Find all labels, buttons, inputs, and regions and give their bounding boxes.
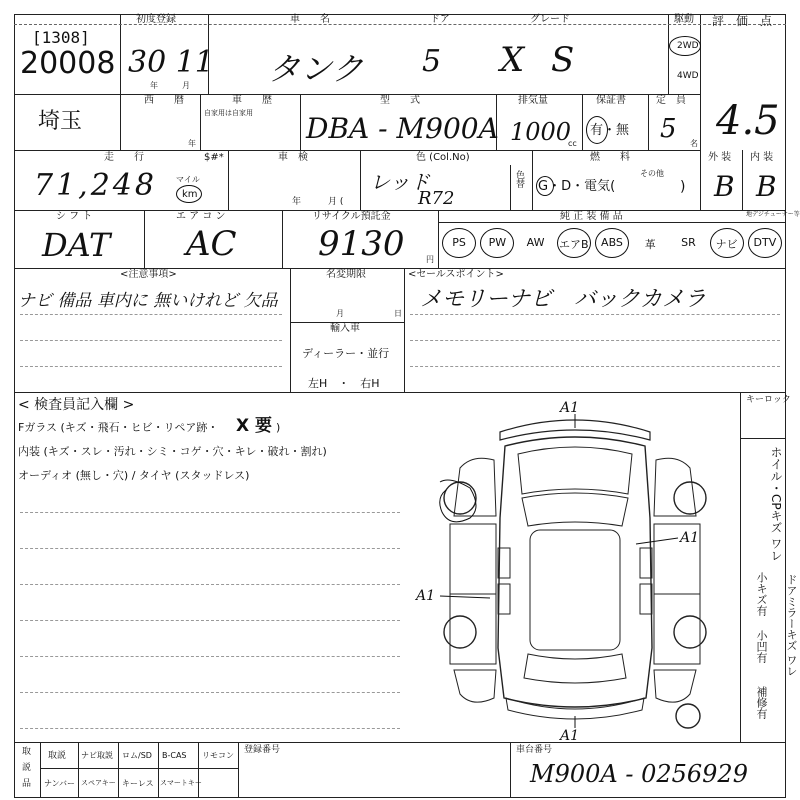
km-unit: km: [182, 189, 198, 200]
col-divider: [158, 742, 159, 798]
audio-line: オーディオ (無し・穴) / タイヤ (スタッドレス): [18, 469, 250, 482]
row-divider: [14, 210, 786, 211]
interior-label: 内 装: [750, 152, 774, 163]
dollar-label: $#*: [204, 152, 224, 163]
footer-side-3: 品: [22, 779, 32, 789]
equipment-circle: [557, 228, 591, 258]
col-divider: [300, 94, 301, 150]
shift-label: シ フ ト: [56, 211, 93, 222]
prefecture: 埼玉: [38, 109, 83, 134]
shift-value: DAT: [42, 226, 111, 264]
col-divider: [282, 210, 283, 268]
interior-value: B: [756, 170, 777, 203]
row-divider: [14, 150, 700, 151]
footer-side-2: 説: [22, 763, 32, 773]
recycle-label: リサイクル預託金: [312, 211, 391, 222]
mark-left-line: [440, 596, 490, 598]
col-divider: [198, 742, 199, 798]
exterior-value: B: [714, 170, 735, 203]
import-dealer: ディーラー・並行: [302, 347, 390, 360]
drive-4wd: 4WD: [677, 71, 699, 81]
equipment-row: [440, 224, 784, 266]
sales-guide: [410, 340, 780, 341]
color-value: レッド: [370, 170, 430, 194]
doors-value: 5: [422, 44, 442, 79]
wheel-rear-right: [674, 616, 706, 648]
side-note-1: ホイル・CPキズ ワレ: [769, 446, 783, 562]
right-window-rear: [640, 584, 652, 614]
fuel-label: 燃 料: [590, 152, 630, 163]
drive-label: 駆動: [674, 14, 694, 25]
inspector-guide: [20, 692, 400, 693]
mark-left: A1: [416, 588, 436, 604]
col-divider: [78, 742, 79, 798]
tv-tuner-label: 地デジチューナー等: [746, 211, 800, 218]
lot-number: 20008: [20, 46, 116, 81]
footer-bcas: B-CAS: [162, 751, 187, 760]
inspector-guide: [20, 584, 400, 585]
car-name-label: 車 名: [290, 14, 330, 25]
footer-remote: リモコン: [202, 751, 234, 760]
import-label: 輸入車: [330, 323, 360, 334]
mark-right-line: [636, 538, 678, 544]
col-divider: [40, 742, 41, 798]
equipment-item: DTV: [753, 236, 777, 249]
model-label: 型 式: [380, 95, 420, 106]
wheel-rear-left: [444, 616, 476, 648]
score-value: 4.5: [716, 98, 780, 144]
inspector-guide: [20, 656, 400, 657]
interior-line: 内装 (キズ・スレ・汚れ・シミ・コゲ・穴・キレ・破れ・割れ): [18, 445, 327, 458]
col-divider: [648, 94, 649, 150]
mark-right: A1: [680, 530, 700, 546]
equipment-item: PW: [488, 236, 507, 249]
caution-guide: [20, 314, 282, 315]
warranty-circle: [586, 116, 608, 144]
footer-mid: [40, 768, 238, 769]
displacement-value: 1000: [510, 118, 572, 146]
warranty-label: 保証書: [596, 95, 626, 106]
displacement-unit: cc: [568, 139, 577, 148]
col-divider: [238, 742, 239, 798]
side-note-4: 小凹有: [755, 630, 768, 663]
col-divider: [668, 14, 669, 94]
hood: [518, 447, 632, 494]
chassis-value: M900A - 0256929: [530, 760, 748, 788]
row-divider: [14, 742, 786, 743]
drive-2wd-circle: [669, 36, 701, 56]
col-divider: [532, 150, 533, 210]
right-front-fender: [654, 458, 696, 516]
sales-value: メモリーナビ バックカメラ: [420, 287, 707, 312]
footer-side-1: 取: [22, 747, 32, 757]
equipment-item: ナビ: [715, 238, 738, 251]
roof: [530, 530, 620, 650]
col-divider: [510, 742, 511, 798]
left-side-rear-door: [450, 594, 496, 664]
sales-guide: [410, 314, 780, 315]
mark-rear: A1: [560, 728, 580, 743]
capacity-unit: 名: [690, 139, 698, 148]
left-side-front-door: [450, 524, 496, 594]
shaken-label: 車 歴: [232, 95, 272, 106]
color-label: 色 (Col.No): [416, 152, 470, 163]
capacity-value: 5: [660, 114, 677, 144]
footer-keyless: キーレス: [122, 779, 154, 788]
mile-unit: マイル: [176, 175, 200, 184]
name-change-month: 月: [336, 309, 344, 318]
col-divider: [228, 150, 229, 210]
seireki-nen: 年: [188, 139, 196, 148]
glass-mark: X 要: [236, 416, 273, 436]
inspection-label: 車 検: [278, 152, 308, 163]
inspector-guide: [20, 512, 400, 513]
warranty-value: 有・無: [590, 123, 630, 138]
reg-no-label: 登録番号: [244, 745, 281, 755]
car-name-value: タンク: [268, 50, 364, 88]
chassis-label: 車台番号: [516, 745, 553, 755]
shaken-sub: 自家用は自家用: [204, 109, 253, 117]
side-note-2: ドアミラーキズ ワレ: [785, 574, 798, 677]
fuel-options: G・D・電気(: [538, 179, 616, 194]
caution-value: ナビ 備品 車内に 無いけれど 欠品: [18, 291, 278, 311]
caution-guide: [20, 366, 282, 367]
equipment-circle: [710, 228, 744, 258]
fuel-other: その他: [640, 169, 664, 178]
wheel-front-right: [674, 482, 706, 514]
equipment-item: PS: [452, 236, 466, 249]
fuel-close: ): [680, 179, 686, 195]
sales-guide: [410, 366, 780, 367]
col-divider: [438, 210, 439, 268]
caution-label: <注意事項>: [120, 269, 177, 280]
name-change-label: 名変期限: [326, 269, 366, 280]
inspector-guide: [20, 548, 400, 549]
car-diagram: [410, 398, 740, 743]
doors-label: ドア: [430, 14, 450, 25]
footer-navi-manual: ナビ取説: [81, 751, 113, 760]
recycle-yen: 円: [426, 255, 434, 264]
inspector-guide: [20, 728, 400, 729]
name-change-day: 日: [394, 309, 402, 318]
color-code: R72: [418, 188, 455, 209]
col-divider: [120, 14, 121, 150]
glass-line: Fガラス (キズ・飛石・ヒビ・リペア跡・: [18, 421, 219, 434]
mark-front: A1: [560, 400, 580, 416]
equipment-circle: [442, 228, 476, 258]
score-label: 評 価 点: [712, 14, 773, 28]
equipment-item: ABS: [601, 236, 623, 249]
seireki-label: 西 暦: [144, 95, 184, 106]
row-divider: [14, 392, 786, 393]
model-value: DBA - M900A: [306, 112, 499, 145]
col-divider: [290, 268, 291, 392]
side-note-3: 小キズ有: [755, 572, 768, 616]
footer-smart-key: スマートキー: [160, 779, 202, 787]
left-window-rear: [498, 584, 510, 614]
displacement-label: 排気量: [518, 95, 548, 106]
col-divider: [404, 268, 405, 392]
row-divider: [14, 24, 786, 25]
sales-label: <セールスポイント>: [408, 269, 504, 280]
equipment-item: エアB: [558, 238, 589, 251]
caution-guide: [20, 340, 282, 341]
equipment-item: AW: [526, 236, 545, 249]
col-divider: [144, 210, 145, 268]
right-rear-fender: [654, 670, 696, 702]
wheel-front-left: [444, 482, 476, 514]
lot-box: [1308]: [32, 28, 90, 47]
equipment-item: SR: [681, 236, 696, 249]
side-note-5: 補修有: [755, 686, 768, 719]
equipment-circle: [595, 228, 629, 258]
equipment-item: 革: [644, 238, 656, 251]
key-lock-divider: [740, 438, 786, 439]
col-divider: [510, 165, 511, 210]
equipment-label: 純 正 装 備 品: [560, 211, 623, 222]
aircon-label: エ ア コ ン: [176, 211, 226, 222]
equipment-circle: [748, 228, 782, 258]
mileage-label: 走 行: [104, 152, 144, 163]
key-lock: キーロック: [746, 395, 791, 405]
import-steering: 左H ・ 右H: [308, 377, 380, 390]
exterior-label: 外 装: [708, 152, 732, 163]
capacity-label: 定 員: [656, 95, 686, 106]
glass-close: ): [276, 421, 281, 434]
col-divider: [742, 150, 743, 210]
inspection-unit: 年 月 (: [292, 197, 344, 207]
km-circle: [176, 185, 202, 203]
inspector-title: < 検査員記入欄 >: [18, 397, 135, 413]
col-divider: [360, 150, 361, 210]
col-divider: [582, 94, 583, 150]
footer-spare-key: スペアキー: [81, 779, 116, 787]
col-divider: [740, 392, 741, 742]
inspector-guide: [20, 620, 400, 621]
left-front-fender: [454, 458, 496, 516]
equipment-divider: [438, 222, 786, 223]
right-side-rear-door: [654, 594, 700, 664]
recycle-value: 9130: [318, 224, 405, 264]
rear-glass: [524, 654, 626, 683]
col-divider: [118, 742, 119, 798]
windshield: [522, 493, 628, 526]
aircon-value: AC: [186, 224, 237, 264]
grade-value: X S: [500, 40, 583, 80]
fuel-g-circle: [536, 176, 554, 196]
grade-label: グレード: [530, 14, 570, 25]
footer-rom-sd: ロム/SD: [122, 751, 152, 760]
first-reg-unit: 年 月: [150, 81, 190, 90]
first-reg-label: 初度登録: [136, 14, 176, 25]
mileage-value: 71,248: [34, 168, 157, 203]
color-change-label: 色替: [514, 170, 524, 188]
body-outline: [498, 437, 652, 707]
first-reg-value: 30 11: [128, 45, 214, 80]
rear-bumper: [506, 698, 644, 719]
left-rear-fender: [454, 670, 496, 702]
spare-tire: [676, 704, 700, 728]
footer-manual: 取説: [48, 751, 67, 761]
footer-plate: ナンバー: [44, 779, 76, 788]
col-divider: [200, 94, 201, 150]
drive-2wd: 2WD: [677, 41, 699, 51]
equipment-circle: [480, 228, 514, 258]
